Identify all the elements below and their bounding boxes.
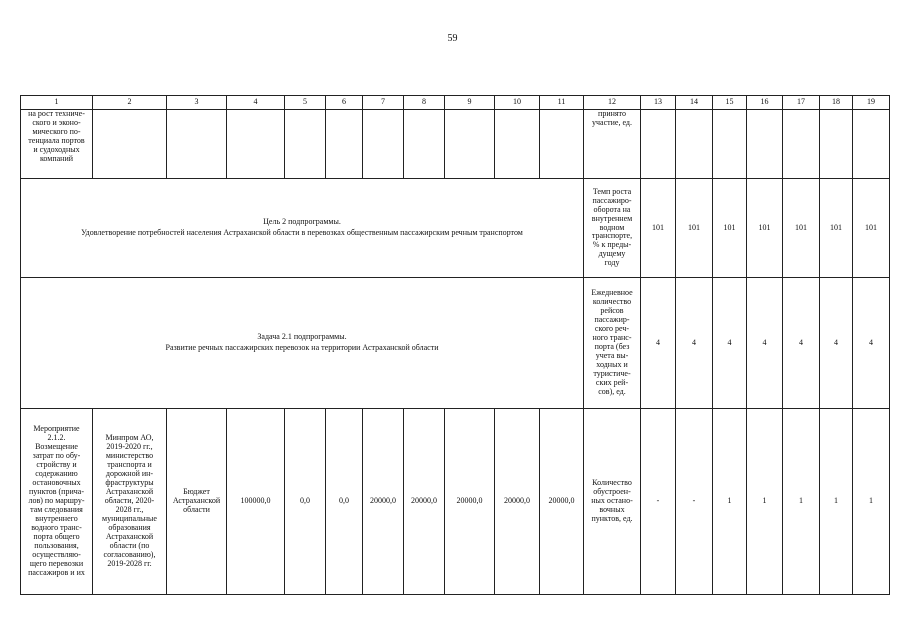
measure-value: 1 [713,409,747,595]
task-text: Развитие речных пассажирских перевозок на территории Астраханской области [165,343,439,352]
goal-cell [21,179,584,278]
measure-value: 1 [747,409,783,595]
measure-value: 1 [853,409,890,595]
goal-value: 101 [747,179,783,278]
continued-measure-cell: на рост техниче- ского и эконо- мического по- тенциала портов и судоходных компаний [21,110,93,179]
column-header: 14 [676,96,713,110]
measure-row [21,409,890,595]
column-header: 1 [21,96,93,110]
task-value: 4 [783,278,820,409]
program-table [20,95,890,595]
goal-value: 101 [853,179,890,278]
task-cell [21,278,584,409]
column-header: 16 [747,96,783,110]
funding-amount: 20000,0 [363,409,404,595]
funding-amount: 100000,0 [227,409,285,595]
column-header: 6 [326,96,363,110]
funding-amount: 20000,0 [445,409,495,595]
task-value: 4 [820,278,853,409]
measure-value: 1 [783,409,820,595]
column-header: 12 [584,96,641,110]
column-header: 10 [495,96,540,110]
column-header: 15 [713,96,747,110]
task-value: 4 [713,278,747,409]
column-header: 13 [641,96,676,110]
column-header: 5 [285,96,326,110]
goal-row [21,179,890,278]
column-header: 2 [93,96,167,110]
funding-amount: 20000,0 [404,409,445,595]
funding-amount: 20000,0 [540,409,584,595]
column-number-row [21,96,890,110]
task-value: 4 [676,278,713,409]
funding-amount: 0,0 [285,409,326,595]
measure-indicator: Количество обустроен- ных остано- вочных пунктов, ед. [584,409,641,595]
goal-value: 101 [713,179,747,278]
task-value: 4 [641,278,676,409]
goal-text: Удовлетворение потребностей населения Астраханской области в перевозках общественным пассажирским речным транспортом [81,228,523,237]
measure-executor: Минпром АО, 2019-2020 гг., министерство транспорта и дорожной ин- фраструктуры Астраханской области, 2020- 2028 гг., муниципальные образования Астраханской области (по согласованию), 2019-2028 гг. [93,409,167,595]
measure-value: - [676,409,713,595]
funding-amount: 20000,0 [495,409,540,595]
task-title: Задача 2.1 подпрограммы. [257,332,347,342]
column-header: 8 [404,96,445,110]
goal-value: 101 [820,179,853,278]
column-header: 9 [445,96,495,110]
measure-value: - [641,409,676,595]
table-row [21,110,890,179]
task-value: 4 [853,278,890,409]
goal-title: Цель 2 подпрограммы. [263,217,341,227]
page-number: 59 [447,33,458,44]
funding-amount: 0,0 [326,409,363,595]
task-row [21,278,890,409]
column-header: 19 [853,96,890,110]
measure-name: Мероприятие 2.1.2. Возмещение затрат по обу- стройству и содержанию остановочных пунктов (прича- лов) по маршру- там следования внутреннего водного транс- порта общего пользования, осуществляю- щего перевозки пассажиров и их [21,409,93,595]
funding-source: Бюджет Астраханской области [167,409,227,595]
column-header: 18 [820,96,853,110]
indicator-cell: принято участие, ед. [584,110,641,179]
column-header: 17 [783,96,820,110]
measure-value: 1 [820,409,853,595]
task-indicator: Ежедневное количество рейсов пассажир- ского реч- ного транс- порта (без учета вы- ходных и туристиче- ских рей- сов), ед. [584,278,641,409]
goal-value: 101 [783,179,820,278]
column-header: 3 [167,96,227,110]
goal-value: 101 [676,179,713,278]
column-header: 4 [227,96,285,110]
task-value: 4 [747,278,783,409]
column-header: 11 [540,96,584,110]
goal-value: 101 [641,179,676,278]
goal-indicator: Темп роста пассажиро- оборота на внутреннем водном транспорте, % к преды- дущему году [584,179,641,278]
column-header: 7 [363,96,404,110]
